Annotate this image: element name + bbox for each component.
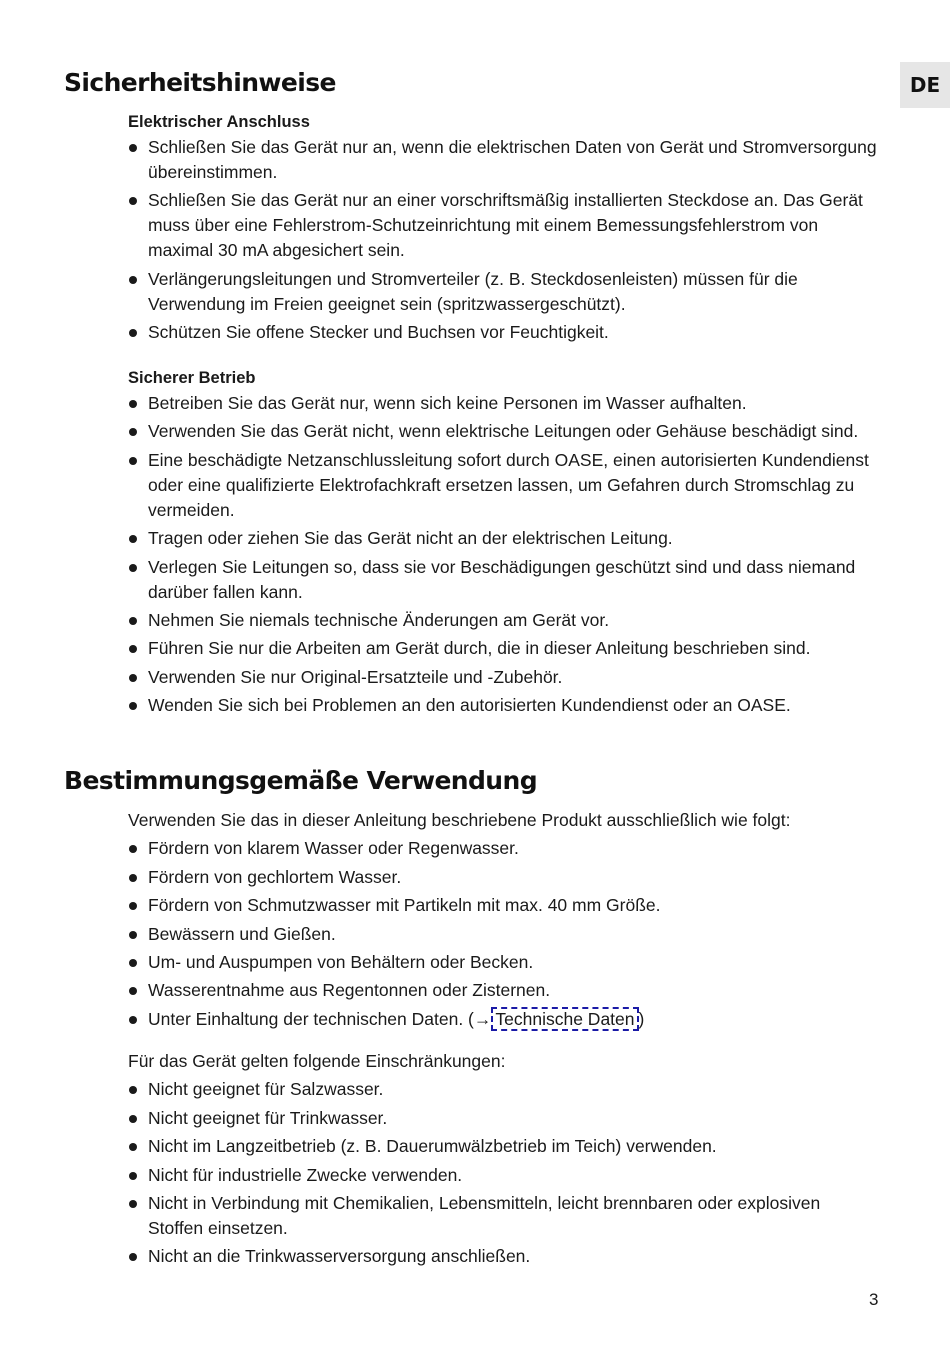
list-item: Um- und Auspumpen von Behältern oder Becken. <box>128 950 880 975</box>
bullet-icon <box>129 702 137 710</box>
list-item: Bewässern und Gießen. <box>128 922 880 947</box>
bullet-icon <box>129 564 137 572</box>
electrical-subheading: Elektrischer Anschluss <box>128 113 310 131</box>
list-item: Tragen oder ziehen Sie das Gerät nicht an der elektrischen Leitung. <box>128 526 880 551</box>
list-item: Nicht an die Trinkwasserversorgung anschließen. <box>128 1244 880 1269</box>
list-item: Verwenden Sie das Gerät nicht, wenn elektrische Leitungen oder Gehäuse beschädigt sind. <box>128 419 880 444</box>
list-item: Verlängerungsleitungen und Stromverteiler (z. B. Steckdosenleisten) müssen für die Verwendung im Freien geeignet sein (spritzwassergeschützt). <box>128 267 880 317</box>
operation-subheading: Sicherer Betrieb <box>128 369 256 387</box>
bullet-icon <box>129 428 137 436</box>
list-item: Betreiben Sie das Gerät nur, wenn sich keine Personen im Wasser aufhalten. <box>128 391 880 416</box>
safety-heading: Sicherheitshinweise <box>64 68 336 97</box>
intended-use-section <box>128 808 880 1035</box>
restrictions-intro: Für das Gerät gelten folgende Einschränkungen: <box>128 1051 506 1071</box>
list-item: Nicht für industrielle Zwecke verwenden. <box>128 1163 880 1188</box>
list-item: Schützen Sie offene Stecker und Buchsen vor Feuchtigkeit. <box>128 320 880 345</box>
electrical-section <box>128 110 880 349</box>
list-item: Nicht im Langzeitbetrieb (z. B. Dauerumwälzbetrieb im Teich) verwenden. <box>128 1134 880 1159</box>
list-item: Schließen Sie das Gerät nur an einer vorschriftsmäßig installierten Steckdose an. Das Gerät muss über eine Fehlerstrom-Schutzeinrichtung mit einem Bemessungsfehlerstrom von maximal 30 mA abgesichert sein. <box>128 188 880 263</box>
list-item: Verwenden Sie nur Original-Ersatzteile und -Zubehör. <box>128 665 880 690</box>
list-item: Nicht in Verbindung mit Chemikalien, Lebensmitteln, leicht brennbaren oder explosiven Stoffen einsetzen. <box>128 1191 880 1241</box>
bullet-icon <box>129 197 137 205</box>
operation-list <box>128 391 880 718</box>
bullet-icon <box>129 987 137 995</box>
operation-section <box>128 366 880 722</box>
bullet-icon <box>129 1200 137 1208</box>
list-item: Führen Sie nur die Arbeiten am Gerät durch, die in dieser Anleitung beschrieben sind. <box>128 636 880 661</box>
bullet-icon <box>129 645 137 653</box>
list-item: Unter Einhaltung der technischen Daten. (→ Technische Daten ) <box>128 1007 880 1032</box>
intended-use-list <box>128 836 880 1031</box>
bullet-icon <box>129 1253 137 1261</box>
bullet-icon <box>129 617 137 625</box>
technical-data-link[interactable]: Technische Daten <box>491 1007 638 1031</box>
bullet-icon <box>129 457 137 465</box>
bullet-icon <box>129 329 137 337</box>
list-item: Schließen Sie das Gerät nur an, wenn die elektrischen Daten von Gerät und Stromversorgung übereinstimmen. <box>128 135 880 185</box>
list-item: Fördern von Schmutzwasser mit Partikeln mit max. 40 mm Größe. <box>128 893 880 918</box>
bullet-icon <box>129 400 137 408</box>
list-item: Fördern von gechlortem Wasser. <box>128 865 880 890</box>
bullet-icon <box>129 1115 137 1123</box>
bullet-icon <box>129 931 137 939</box>
bullet-icon <box>129 1143 137 1151</box>
list-item: Eine beschädigte Netzanschlussleitung sofort durch OASE, einen autorisierten Kundendienst oder eine qualifizierte Elektrofachkraft ersetzen lassen, um Gefahren durch Stromschlag zu vermeiden. <box>128 448 880 523</box>
intended-use-heading: Bestimmungsgemäße Verwendung <box>64 766 537 795</box>
bullet-icon <box>129 1016 137 1024</box>
list-item: Wasserentnahme aus Regentonnen oder Zisternen. <box>128 978 880 1003</box>
bullet-icon <box>129 959 137 967</box>
list-item: Nicht geeignet für Trinkwasser. <box>128 1106 880 1131</box>
language-tab: DE <box>900 62 950 108</box>
bullet-icon <box>129 1172 137 1180</box>
electrical-list <box>128 135 880 345</box>
list-item: Nicht geeignet für Salzwasser. <box>128 1077 880 1102</box>
bullet-icon <box>129 535 137 543</box>
arrow-icon: → <box>473 1008 492 1029</box>
list-item: Wenden Sie sich bei Problemen an den autorisierten Kundendienst oder an OASE. <box>128 693 880 718</box>
restrictions-list <box>128 1077 880 1269</box>
bullet-icon <box>129 1086 137 1094</box>
list-item: Verlegen Sie Leitungen so, dass sie vor Beschädigungen geschützt sind und dass niemand darüber fallen kann. <box>128 555 880 605</box>
bullet-icon <box>129 874 137 882</box>
bullet-icon <box>129 902 137 910</box>
list-item: Fördern von klarem Wasser oder Regenwasser. <box>128 836 880 861</box>
intended-use-intro: Verwenden Sie das in dieser Anleitung beschriebene Produkt ausschließlich wie folgt: <box>128 810 791 830</box>
bullet-icon <box>129 674 137 682</box>
restrictions-section <box>128 1049 880 1273</box>
page-number: 3 <box>869 1290 879 1309</box>
bullet-icon <box>129 276 137 284</box>
list-item: Nehmen Sie niemals technische Änderungen am Gerät vor. <box>128 608 880 633</box>
bullet-icon <box>129 144 137 152</box>
bullet-icon <box>129 845 137 853</box>
